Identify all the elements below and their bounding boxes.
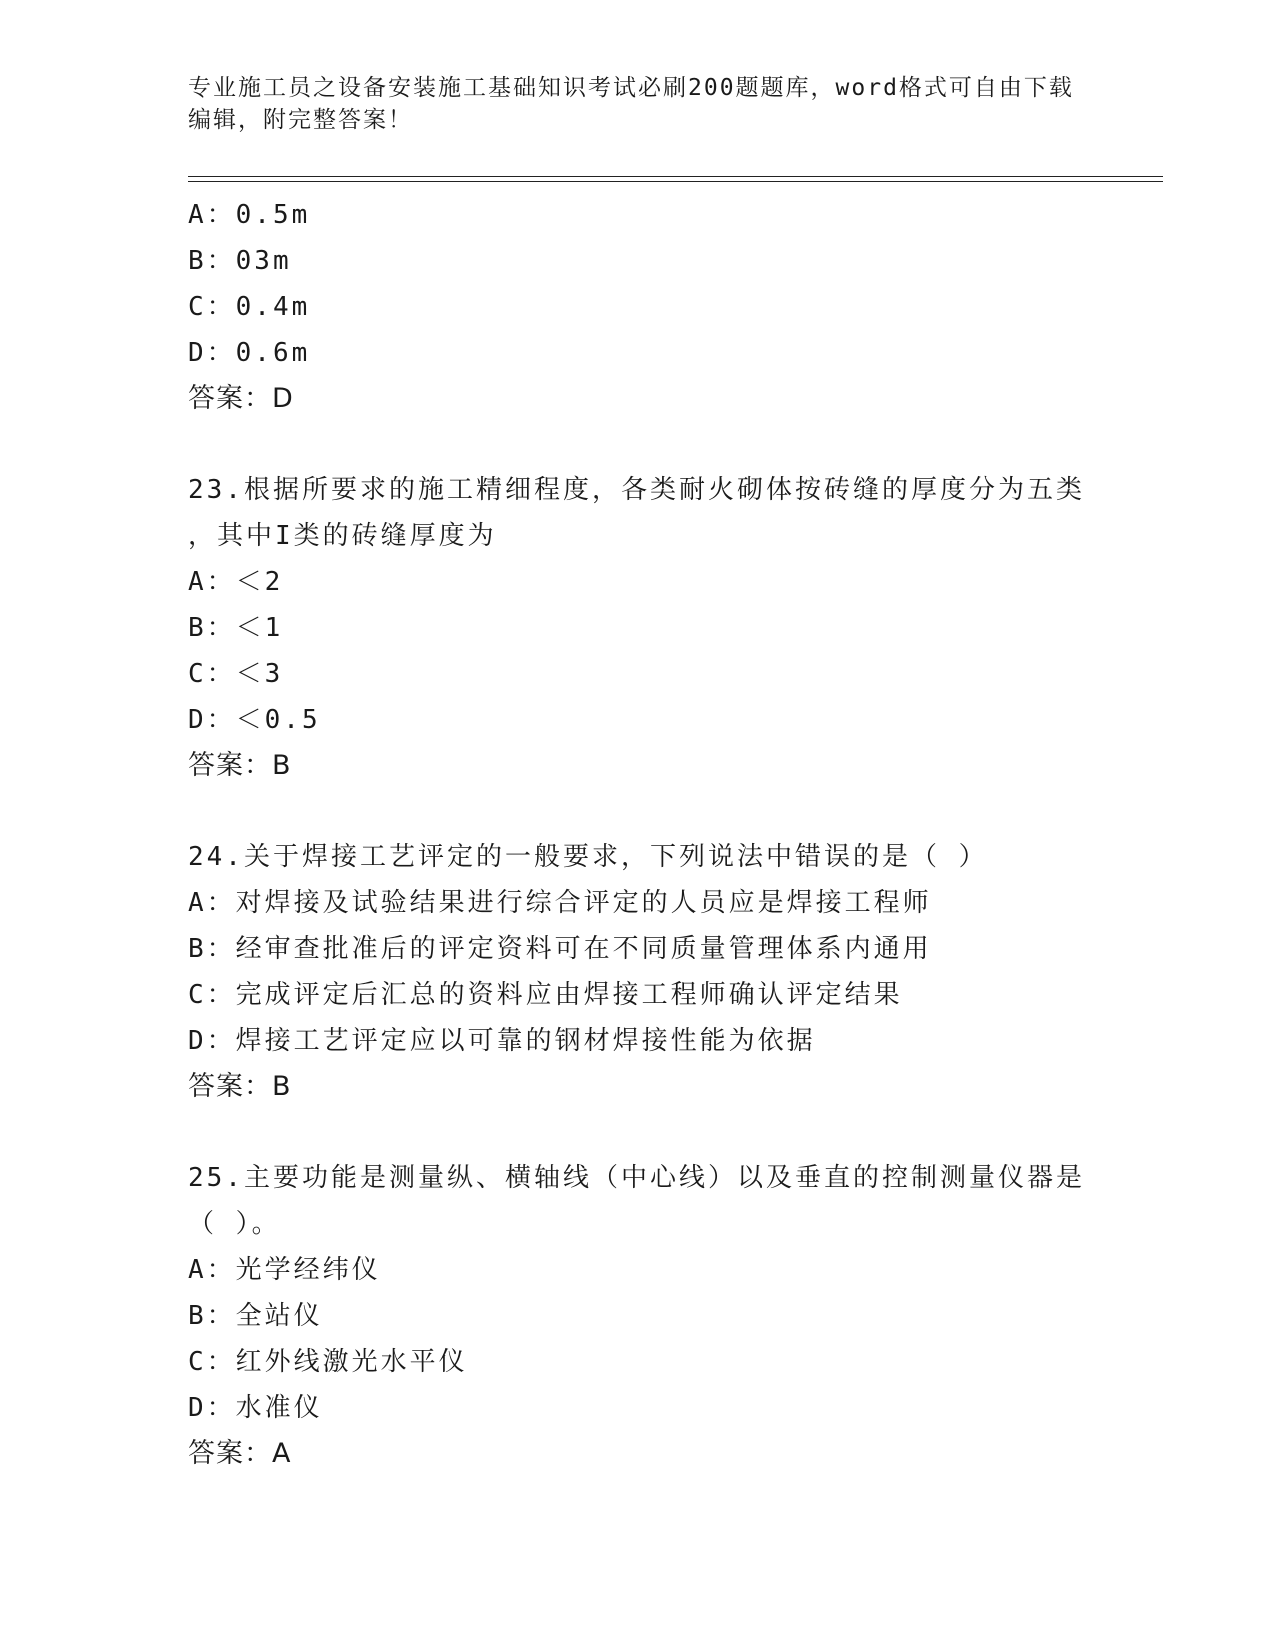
spacer <box>188 789 1148 834</box>
question-stem: 23.根据所要求的施工精细程度，各类耐火砌体按砖缝的厚度分为五类 <box>188 475 1085 505</box>
answer-line: 答案：B <box>188 1071 292 1102</box>
question-stem: 25.主要功能是测量纵、横轴线（中心线）以及垂直的控制测量仪器是 <box>188 1163 1085 1193</box>
answer-line: 答案：D <box>188 383 294 414</box>
option-c: C：红外线激光水平仪 <box>188 1347 468 1377</box>
spacer <box>188 1110 1148 1155</box>
option-c: C：完成评定后汇总的资料应由焊接工程师确认评定结果 <box>188 980 903 1010</box>
option-d: D：＜0.5 <box>188 705 321 735</box>
option-a: A：＜2 <box>188 567 284 597</box>
option-a: A：光学经纬仪 <box>188 1255 381 1285</box>
option-c: C：0.4m <box>188 292 311 322</box>
option-d: D：0.6m <box>188 338 311 368</box>
option-b: B：全站仪 <box>188 1301 323 1331</box>
header-title-line-1: 专业施工员之设备安装施工基础知识考试必刷200题题库，word格式可自由下载 <box>188 75 1074 101</box>
document-header <box>188 72 1088 136</box>
option-b: B：＜1 <box>188 613 284 643</box>
question-23 <box>188 467 1148 789</box>
option-b: B：03m <box>188 246 292 276</box>
question-stem-continued: （ ）。 <box>188 1209 281 1239</box>
question-stem: 24.关于焊接工艺评定的一般要求，下列说法中错误的是（ ） <box>188 842 988 872</box>
question-22-tail <box>188 192 1148 422</box>
question-24 <box>188 834 1148 1110</box>
header-title-line-2: 编辑，附完整答案！ <box>188 107 413 133</box>
answer-line: 答案：B <box>188 750 292 781</box>
question-25 <box>188 1155 1148 1477</box>
header-divider-bottom <box>188 181 1163 182</box>
option-a: A：0.5m <box>188 200 311 230</box>
question-stem-continued: ，其中I类的砖缝厚度为 <box>188 521 497 551</box>
question-content <box>188 192 1148 1477</box>
option-d: D：焊接工艺评定应以可靠的钢材焊接性能为依据 <box>188 1026 816 1056</box>
option-b: B：经审查批准后的评定资料可在不同质量管理体系内通用 <box>188 934 932 964</box>
header-divider-top <box>188 176 1163 177</box>
spacer <box>188 422 1148 467</box>
option-a: A：对焊接及试验结果进行综合评定的人员应是焊接工程师 <box>188 888 932 918</box>
option-c: C：＜3 <box>188 659 284 689</box>
answer-line: 答案：A <box>188 1438 292 1469</box>
option-d: D：水准仪 <box>188 1393 323 1423</box>
